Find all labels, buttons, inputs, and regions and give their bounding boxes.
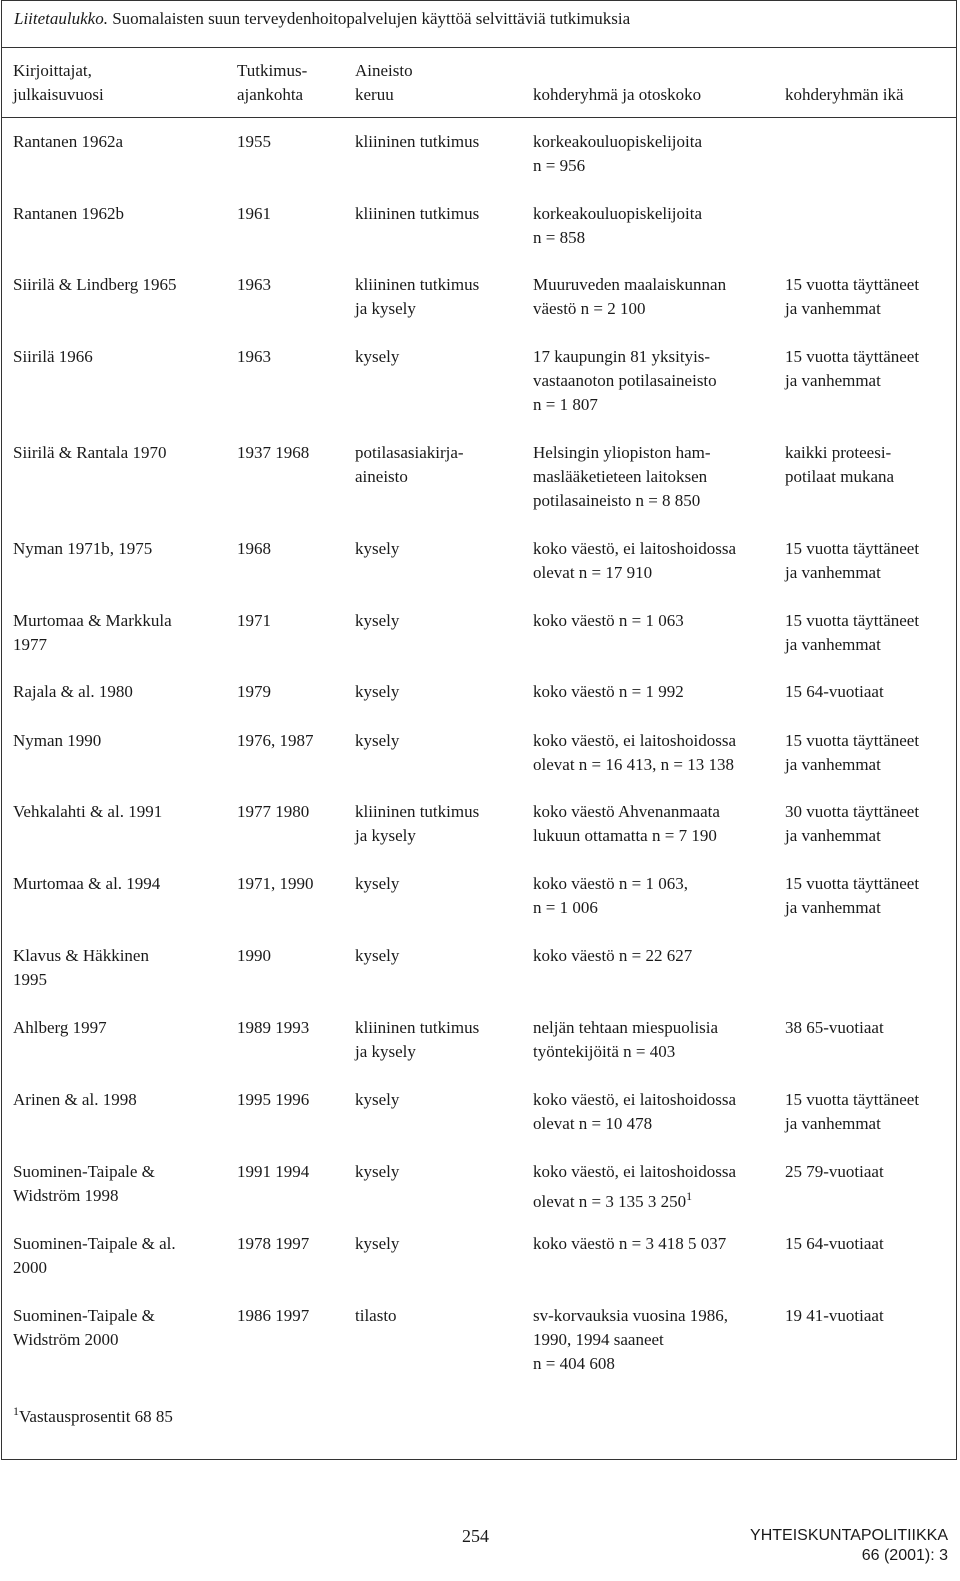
header-collection: Aineisto keruu xyxy=(355,61,413,104)
row-17-age xyxy=(785,1304,955,1328)
cell-text: 17 kaupungin 81 yksityis- vastaanoton potilasaineisto n = 1 807 xyxy=(533,347,717,414)
row-16-age xyxy=(785,1232,955,1256)
cell-text: kysely xyxy=(355,611,400,630)
row-7-age xyxy=(785,609,955,657)
row-16-target xyxy=(533,1232,788,1256)
row-2-collection xyxy=(355,202,533,226)
cell-text: neljän tehtaan miespuolisia työntekijöitä n = 403 xyxy=(533,1018,719,1061)
cell-text: Suominen-Taipale & al. 2000 xyxy=(13,1234,176,1277)
row-13-target xyxy=(533,1016,788,1064)
cell-text: kysely xyxy=(355,731,400,750)
cell-text: Suominen-Taipale & Widström 2000 xyxy=(13,1306,155,1349)
cell-text: korkeakouluopiskelijoita n = 858 xyxy=(533,204,703,247)
cell-text: kliininen tutkimus xyxy=(355,132,480,151)
row-10-authors xyxy=(13,800,228,824)
cell-text: Vehkalahti & al. 1991 xyxy=(13,802,163,821)
cell-text: koko väestö n = 1 063 xyxy=(533,611,684,630)
cell-text: Arinen & al. 1998 xyxy=(13,1090,137,1109)
caption-rule xyxy=(2,47,956,48)
row-13-authors xyxy=(13,1016,228,1040)
row-9-authors xyxy=(13,729,228,753)
cell-text: koko väestö, ei laitoshoidossa olevat n = 16 413, n = 13 138 xyxy=(533,731,737,774)
cell-text: 1976, 1987 xyxy=(237,731,314,750)
row-12-collection xyxy=(355,944,533,968)
row-4-collection xyxy=(355,345,533,369)
cell-text: 1961 xyxy=(237,204,271,223)
cell-text: koko väestö, ei laitoshoidossa olevat n = 17 910 xyxy=(533,539,737,582)
cell-text: kysely xyxy=(355,874,400,893)
row-4-target xyxy=(533,345,788,417)
cell-text: 1963 xyxy=(237,347,271,366)
row-13-period xyxy=(237,1016,357,1040)
row-9-age xyxy=(785,729,955,777)
row-3-authors xyxy=(13,273,228,297)
cell-text: 15 64-vuotiaat xyxy=(785,682,884,701)
cell-text: Klavus & Häkkinen 1995 xyxy=(13,946,149,989)
row-14-period xyxy=(237,1088,357,1112)
row-5-period xyxy=(237,441,357,465)
row-1-period xyxy=(237,130,357,154)
cell-text: Rantanen 1962a xyxy=(13,132,123,151)
footnote-reference: 1 xyxy=(686,1189,693,1203)
cell-text: 1937 1968 xyxy=(237,443,310,462)
cell-text: 1968 xyxy=(237,539,271,558)
row-5-collection xyxy=(355,441,533,489)
row-12-target xyxy=(533,944,788,968)
cell-text: Murtomaa & Markkula 1977 xyxy=(13,611,172,654)
row-6-age xyxy=(785,537,955,585)
caption-lead: Liitetaulukko. xyxy=(14,9,108,28)
cell-text: 38 65-vuotiaat xyxy=(785,1018,884,1037)
row-10-target xyxy=(533,800,788,848)
row-10-collection xyxy=(355,800,533,848)
cell-text: kaikki proteesi- potilaat mukana xyxy=(785,443,895,486)
row-2-period xyxy=(237,202,357,226)
row-11-collection xyxy=(355,872,533,896)
cell-text: kliininen tutkimus xyxy=(355,204,480,223)
cell-text: koko väestö n = 1 063, n = 1 006 xyxy=(533,874,689,917)
cell-text: Rajala & al. 1980 xyxy=(13,682,133,701)
row-6-collection xyxy=(355,537,533,561)
cell-text: 1971 xyxy=(237,611,271,630)
row-4-age xyxy=(785,345,955,393)
row-10-age xyxy=(785,800,955,848)
cell-text: Ahlberg 1997 xyxy=(13,1018,107,1037)
cell-text: 1979 xyxy=(237,682,271,701)
row-1-collection xyxy=(355,130,533,154)
cell-text: kysely xyxy=(355,1234,400,1253)
row-3-collection xyxy=(355,273,533,321)
row-12-authors xyxy=(13,944,228,992)
table-frame xyxy=(1,0,957,1460)
row-8-period xyxy=(237,680,357,704)
row-2-authors xyxy=(13,202,228,226)
cell-text: koko väestö Ahvenanmaata lukuun ottamatta n = 7 190 xyxy=(533,802,720,845)
row-5-target xyxy=(533,441,788,513)
cell-text: Murtomaa & al. 1994 xyxy=(13,874,161,893)
cell-text: Rantanen 1962b xyxy=(13,204,124,223)
cell-text: 1971, 1990 xyxy=(237,874,314,893)
cell-text: kysely xyxy=(355,539,400,558)
row-14-collection xyxy=(355,1088,533,1112)
row-3-target xyxy=(533,273,788,321)
row-6-target xyxy=(533,537,788,585)
cell-text: 19 41-vuotiaat xyxy=(785,1306,884,1325)
row-17-target xyxy=(533,1304,788,1376)
row-7-target xyxy=(533,609,788,633)
cell-text: Siirilä & Lindberg 1965 xyxy=(13,275,177,294)
cell-text: tilasto xyxy=(355,1306,397,1325)
cell-text: 15 vuotta täyttäneet ja vanhemmat xyxy=(785,611,920,654)
row-15-target xyxy=(533,1160,788,1214)
cell-text: kysely xyxy=(355,347,400,366)
row-8-target xyxy=(533,680,788,704)
header-period: Tutkimus- ajankohta xyxy=(237,61,308,104)
cell-text: Helsingin yliopiston ham- maslääketieteen laitoksen potilasaineisto n = 8 850 xyxy=(533,443,711,510)
row-8-authors xyxy=(13,680,228,704)
row-10-period xyxy=(237,800,357,824)
row-15-authors xyxy=(13,1160,228,1208)
cell-text: kysely xyxy=(355,946,400,965)
cell-text: kysely xyxy=(355,1090,400,1109)
cell-text: 1986 1997 xyxy=(237,1306,310,1325)
cell-text: kliininen tutkimus ja kysely xyxy=(355,275,480,318)
cell-text: korkeakouluopiskelijoita n = 956 xyxy=(533,132,703,175)
header-target: kohderyhmä ja otoskoko xyxy=(533,85,702,104)
row-2-target xyxy=(533,202,788,250)
cell-text: 15 64-vuotiaat xyxy=(785,1234,884,1253)
cell-text: 30 vuotta täyttäneet ja vanhemmat xyxy=(785,802,920,845)
row-5-authors xyxy=(13,441,228,465)
cell-text: 1963 xyxy=(237,275,271,294)
journal-issue: 66 (2001): 3 xyxy=(861,1547,948,1564)
cell-text: Suominen-Taipale & Widström 1998 xyxy=(13,1162,155,1205)
row-11-age xyxy=(785,872,955,920)
row-17-authors xyxy=(13,1304,228,1352)
cell-text: koko väestö, ei laitoshoidossa olevat n = 10 478 xyxy=(533,1090,737,1133)
row-15-collection xyxy=(355,1160,533,1184)
cell-text: 1978 1997 xyxy=(237,1234,310,1253)
cell-text: Muuruveden maalaiskunnan väestö n = 2 100 xyxy=(533,275,727,318)
row-8-collection xyxy=(355,680,533,704)
row-3-period xyxy=(237,273,357,297)
row-5-age xyxy=(785,441,955,489)
footnote-marker: 1 xyxy=(13,1404,19,1418)
caption-text: Suomalaisten suun terveydenhoitopalvelujen käyttöä selvittäviä tutkimuksia xyxy=(107,9,631,28)
row-13-collection xyxy=(355,1016,533,1064)
journal-footer xyxy=(750,1526,948,1566)
journal-name: YHTEISKUNTAPOLITIIKKA xyxy=(750,1527,948,1544)
cell-text: 1991 1994 xyxy=(237,1162,310,1181)
row-15-age xyxy=(785,1160,955,1184)
cell-text: 15 vuotta täyttäneet ja vanhemmat xyxy=(785,731,920,774)
row-4-authors xyxy=(13,345,228,369)
cell-text: 15 vuotta täyttäneet ja vanhemmat xyxy=(785,275,920,318)
row-6-period xyxy=(237,537,357,561)
cell-text: potilasasiakirja- aineisto xyxy=(355,443,464,486)
row-9-target xyxy=(533,729,788,777)
row-11-target xyxy=(533,872,788,920)
cell-text: 15 vuotta täyttäneet ja vanhemmat xyxy=(785,1090,920,1133)
row-4-period xyxy=(237,345,357,369)
row-7-authors xyxy=(13,609,228,657)
row-14-age xyxy=(785,1088,955,1136)
row-12-period xyxy=(237,944,357,968)
row-8-age xyxy=(785,680,955,704)
cell-text: 1955 xyxy=(237,132,271,151)
cell-text: kliininen tutkimus ja kysely xyxy=(355,1018,480,1061)
row-3-age xyxy=(785,273,955,321)
row-11-period xyxy=(237,872,357,896)
cell-text: 15 vuotta täyttäneet ja vanhemmat xyxy=(785,347,920,390)
cell-text: kliininen tutkimus ja kysely xyxy=(355,802,480,845)
page-number: 254 xyxy=(462,1526,489,1546)
row-15-period xyxy=(237,1160,357,1184)
row-11-authors xyxy=(13,872,228,896)
row-9-period xyxy=(237,729,357,753)
row-14-authors xyxy=(13,1088,228,1112)
cell-text: koko väestö, ei laitoshoidossa olevat n = 3 135 3 250 xyxy=(533,1162,737,1211)
row-13-age xyxy=(785,1016,955,1040)
row-16-period xyxy=(237,1232,357,1256)
cell-text: Siirilä 1966 xyxy=(13,347,93,366)
header-age: kohderyhmän ikä xyxy=(785,85,904,104)
row-1-authors xyxy=(13,130,228,154)
row-9-collection xyxy=(355,729,533,753)
row-7-collection xyxy=(355,609,533,633)
header-authors: Kirjoittajat, julkaisuvuosi xyxy=(13,61,104,104)
cell-text: kysely xyxy=(355,1162,400,1181)
row-6-authors xyxy=(13,537,228,561)
cell-text: 1990 xyxy=(237,946,271,965)
cell-text: 15 vuotta täyttäneet ja vanhemmat xyxy=(785,539,920,582)
footnote xyxy=(13,1399,173,1429)
cell-text: koko väestö n = 22 627 xyxy=(533,946,693,965)
cell-text: Nyman 1971b, 1975 xyxy=(13,539,153,558)
cell-text: 1995 1996 xyxy=(237,1090,310,1109)
row-17-period xyxy=(237,1304,357,1328)
cell-text: Siirilä & Rantala 1970 xyxy=(13,443,167,462)
cell-text: 1989 1993 xyxy=(237,1018,310,1037)
row-17-collection xyxy=(355,1304,533,1328)
row-16-authors xyxy=(13,1232,228,1280)
footnote-text: Vastausprosentit 68 85 xyxy=(19,1407,173,1426)
table-caption xyxy=(14,9,630,29)
row-16-collection xyxy=(355,1232,533,1256)
cell-text: kysely xyxy=(355,682,400,701)
cell-text: koko väestö n = 1 992 xyxy=(533,682,684,701)
cell-text: sv-korvauksia vuosina 1986, 1990, 1994 saaneet n = 404 608 xyxy=(533,1306,729,1373)
cell-text: 25 79-vuotiaat xyxy=(785,1162,884,1181)
cell-text: Nyman 1990 xyxy=(13,731,102,750)
cell-text: 15 vuotta täyttäneet ja vanhemmat xyxy=(785,874,920,917)
cell-text: 1977 1980 xyxy=(237,802,310,821)
row-14-target xyxy=(533,1088,788,1136)
header-rule xyxy=(2,117,956,118)
row-1-target xyxy=(533,130,788,178)
row-7-period xyxy=(237,609,357,633)
cell-text: koko väestö n = 3 418 5 037 xyxy=(533,1234,727,1253)
